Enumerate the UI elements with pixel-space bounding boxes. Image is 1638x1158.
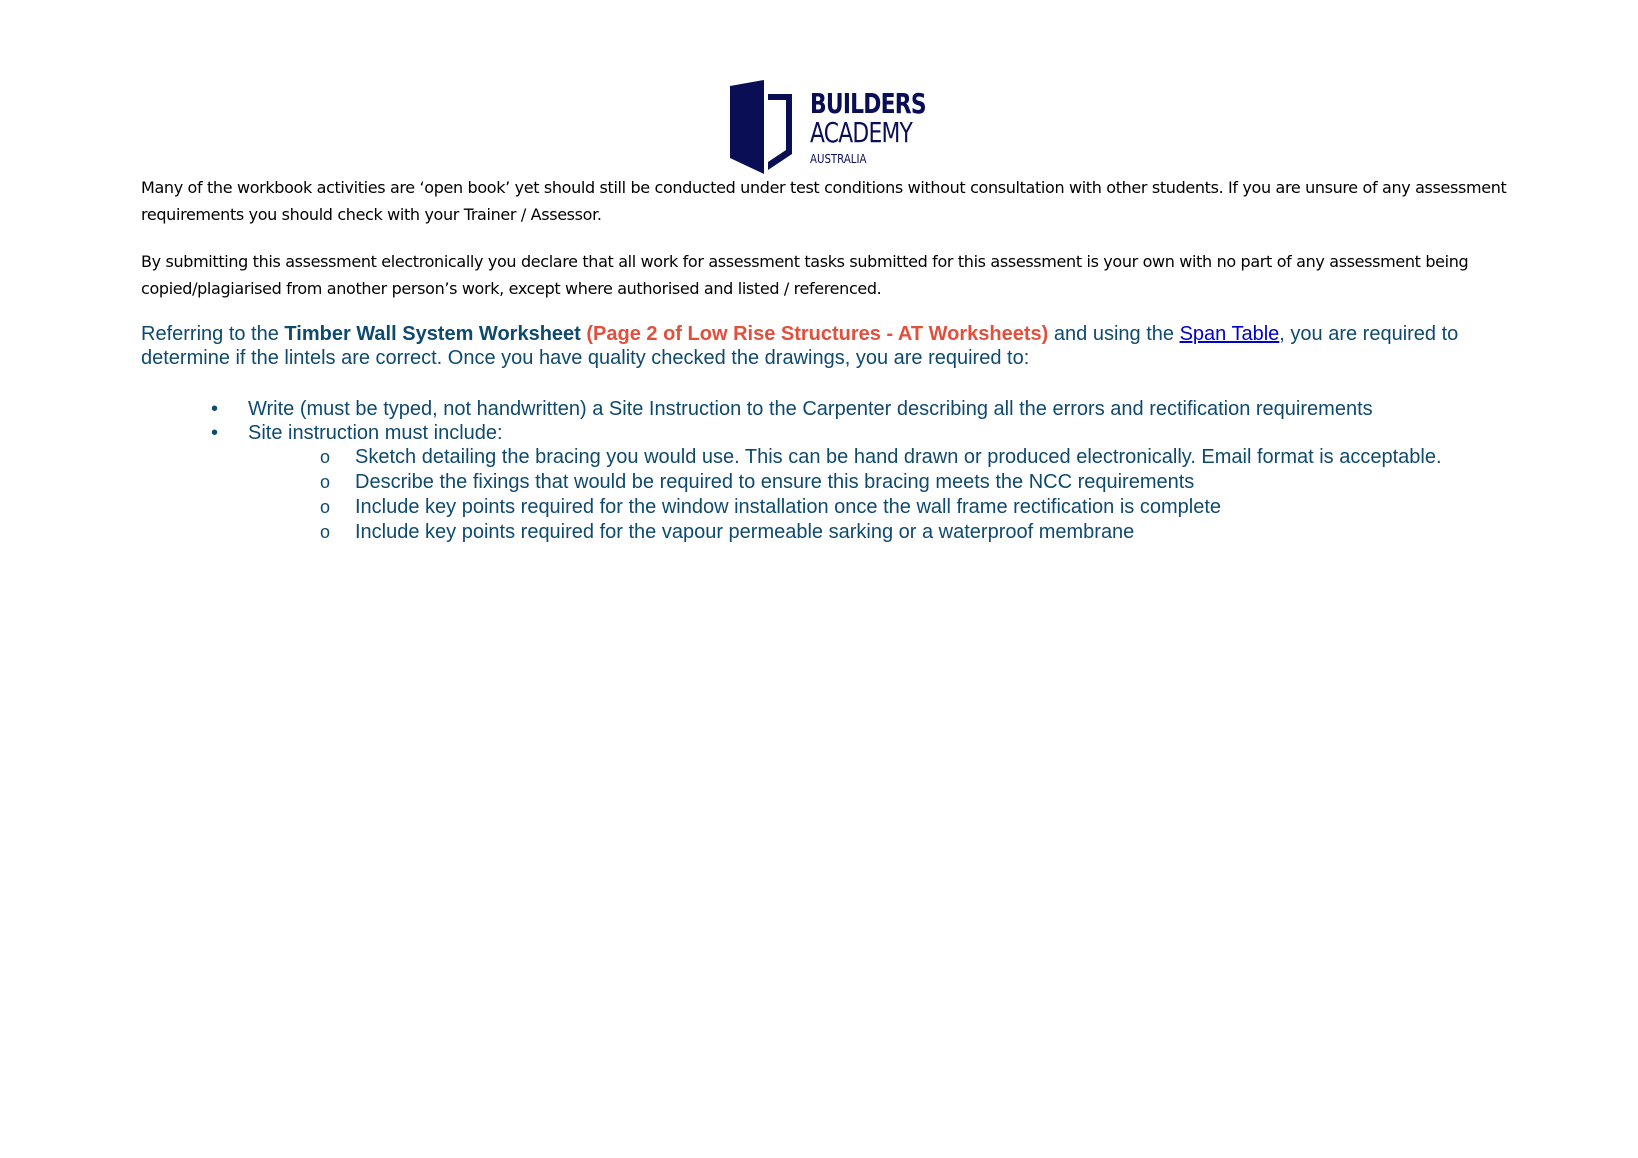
sub-list-item-text: Include key points required for the vapour permeable sarking or a waterproof membrane (355, 521, 1135, 543)
sub-list-item-text: Include key points required for the window installation once the wall frame rectification is complete (355, 496, 1221, 518)
circle-bullet-icon: o (320, 472, 331, 492)
sub-list-item (248, 495, 1511, 520)
list-item-text: Site instruction must include: (248, 422, 503, 444)
intro-suffix: , you are required to determine if the lintels are correct. Once you have quality checked the drawings, you are required to: (141, 323, 1459, 369)
site-instruction-sublist (248, 445, 1511, 545)
list-item (141, 421, 1511, 545)
declaration-paragraph: By submitting this assessment electronically you declare that all work for assessment tasks submitted for this assessment is your own with no part of any assessment being copied/plagiarised from another person’s work, except where authorised and listed / referenced. (141, 252, 1469, 298)
circle-bullet-icon: o (320, 447, 331, 467)
sub-list-item (248, 470, 1511, 495)
sub-list-item-text: Describe the fixings that would be required to ensure this bracing meets the NCC requirements (355, 471, 1195, 493)
requirements-list (141, 397, 1511, 545)
logo-wordmark (810, 87, 958, 166)
list-item (141, 397, 1511, 421)
logo-line-academy: ACADEMY (810, 116, 913, 149)
page-reference: (Page 2 of Low Rise Structures - AT Worksheets) (586, 323, 1049, 345)
logo-line-builders: BUILDERS (810, 87, 926, 120)
sub-list-item (248, 445, 1511, 470)
circle-bullet-icon: o (320, 497, 331, 517)
intro-prefix: Referring to the (141, 323, 285, 345)
logo-line-australia: AUSTRALIA (810, 152, 867, 166)
open-book-paragraph: Many of the workbook activities are ‘open book’ yet should still be conducted under test conditions without consultation with other students. If you are unsure of any assessment requirements you should check with your Trainer / Assessor. (141, 178, 1507, 224)
worksheet-title: Timber Wall System Worksheet (284, 323, 581, 345)
intro-middle: and using the (1048, 323, 1180, 345)
sub-list-item-text: Sketch detailing the bracing you would use. This can be hand drawn or produced electronically. Email format is acceptable. (355, 446, 1442, 468)
task-intro (141, 322, 1511, 370)
bullet-icon: • (211, 422, 219, 444)
list-item-text: Write (must be typed, not handwritten) a Site Instruction to the Carpenter describing all the errors and rectification requirements (248, 398, 1373, 420)
span-table-link[interactable]: Span Table (1179, 323, 1280, 345)
circle-bullet-icon: o (320, 522, 331, 542)
logo-shield-icon (728, 80, 798, 174)
bullet-icon: • (211, 398, 219, 420)
sub-list-item (248, 520, 1511, 545)
builders-academy-logo (728, 80, 928, 174)
